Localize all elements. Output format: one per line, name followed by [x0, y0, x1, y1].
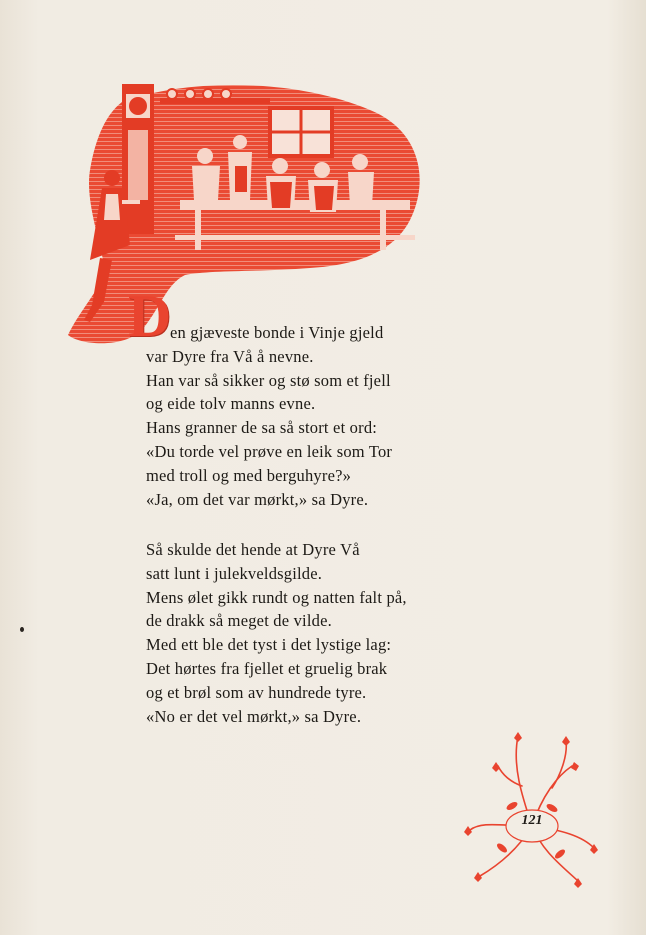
verse-line: Så skulde det hende at Dyre Vå: [146, 540, 360, 559]
verse-line: Mens ølet gikk rundt og natten falt på,: [146, 587, 407, 607]
feast-illustration: [60, 70, 440, 350]
verse-line: «Du torde vel prøve en leik som Tor: [146, 441, 393, 461]
drop-cap-initial: D: [128, 283, 172, 349]
verse-line: Han var så sikker og stø som et fjell: [146, 370, 391, 390]
verse-line: satt lunt i julekveldsgilde.: [146, 563, 323, 583]
verse-line: med troll og med berguhyre?»: [146, 465, 352, 485]
verse-line: og et brøl som av hundrede tyre.: [146, 682, 367, 702]
page-number: 121: [521, 813, 543, 828]
verse-2: [146, 538, 466, 728]
ink-speck: [20, 627, 24, 632]
verse-line: var Dyre fra Vå å nevne.: [146, 346, 314, 366]
verse-line: Hans granner de sa så stort et ord:: [146, 418, 378, 438]
verse-line: de drakk så meget de vilde.: [146, 611, 332, 631]
verse-line: en gjæveste bonde i Vinje gjeld: [170, 323, 384, 342]
verse-line: Det hørtes fra fjellet et gruelig brak: [146, 658, 388, 678]
verse-1: [146, 321, 466, 511]
verse-line: «Ja, om det var mørkt,» sa Dyre.: [146, 489, 369, 509]
verse-line: «No er det vel mørkt,» sa Dyre.: [146, 706, 362, 726]
verse-line: og eide tolv manns evne.: [146, 394, 316, 414]
floral-ornament: [462, 726, 602, 891]
verse-line: Med ett ble det tyst i det lystige lag:: [146, 635, 392, 655]
